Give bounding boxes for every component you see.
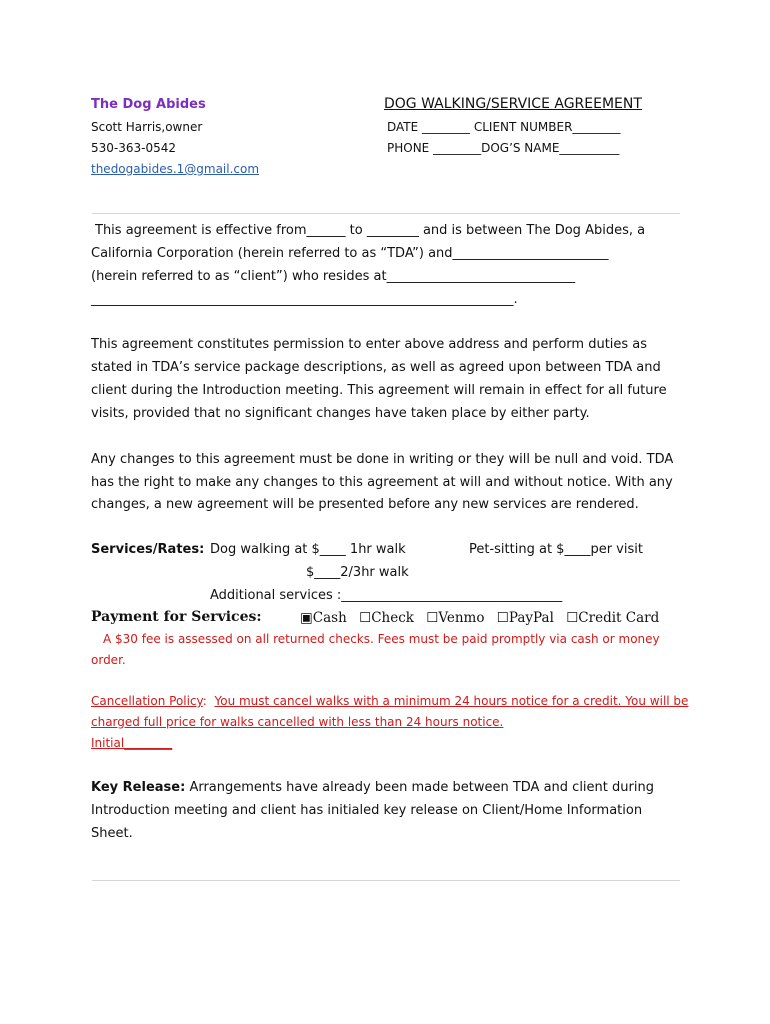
bottom-divider: [92, 880, 680, 881]
cancellation-policy-text-2: charged full price for walks cancelled with less than 24 hours notice.: [91, 715, 504, 729]
top-divider: [92, 213, 680, 214]
payment-option-venmo[interactable]: ☐Venmo: [426, 610, 485, 626]
payment-label: Payment for Services:: [91, 609, 262, 625]
key-release-label: Key Release:: [91, 780, 186, 795]
changes-line-3: changes, a new agreement will be presented before any new services are rendered.: [91, 497, 639, 512]
key-release-line-2: Introduction meeting and client has initialed key release on Client/Home Information: [91, 803, 643, 818]
intro-line-1: This agreement is effective from______ to ________ and is between The Dog Abides, a: [95, 223, 646, 238]
returned-check-fee-line-1: A $30 fee is assessed on all returned checks. Fees must be paid promptly via cash or money: [103, 632, 660, 646]
payment-option-check[interactable]: ☐Check: [359, 610, 414, 626]
pet-sitting-rate: Pet-sitting at $____per visit: [469, 542, 643, 557]
intro-line-4: _________________________________________________________________.: [91, 292, 518, 307]
email-link[interactable]: thedogabides.1@gmail.com: [91, 162, 260, 176]
permission-line-4: visits, provided that no significant changes have taken place by either party.: [91, 406, 590, 421]
payment-option-credit-card[interactable]: ☐Credit Card: [566, 610, 660, 626]
checkbox-icon[interactable]: ☐: [496, 610, 509, 626]
key-release-line-1: Key Release: Arrangements have already been made between TDA and client during: [91, 780, 654, 795]
permission-line-3: client during the Introduction meeting. This agreement will remain in effect for all future: [91, 383, 667, 398]
checkbox-icon[interactable]: ☐: [566, 610, 579, 626]
intro-line-2: California Corporation (herein referred to as “TDA”) and________________________: [91, 246, 609, 261]
changes-line-1: Any changes to this agreement must be done in writing or they will be null and void. TDA: [91, 452, 674, 467]
intro-line-3: (herein referred to as “client”) who resides at_____________________________: [91, 269, 576, 284]
additional-services-line: Additional services :__________________________________: [210, 588, 563, 603]
dog-walking-1hr-rate: Dog walking at $____ 1hr walk: [210, 542, 406, 557]
phone-dog-name-line: PHONE ________DOG’S NAME__________: [387, 141, 620, 155]
company-phone: 530-363-0542: [91, 141, 177, 155]
key-release-line-3: Sheet.: [91, 826, 133, 841]
checkbox-icon[interactable]: ☐: [359, 610, 372, 626]
company-name: The Dog Abides: [91, 97, 206, 112]
permission-line-2: stated in TDA’s service package descriptions, as well as agreed upon between TDA and: [91, 360, 661, 375]
cancellation-initial: Initial________: [91, 736, 173, 750]
dog-walking-23hr-rate: $____2/3hr walk: [306, 565, 409, 580]
changes-line-2: has the right to make any changes to this agreement at will and without notice. With any: [91, 475, 673, 490]
returned-check-fee-line-2: order.: [91, 653, 126, 667]
payment-options: [300, 610, 659, 626]
cancellation-policy: Cancellation Policy: You must cancel walks with a minimum 24 hours notice for a credit. You will be: [91, 694, 689, 708]
cancellation-policy-label: Cancellation Policy: [91, 694, 203, 708]
checkbox-checked-icon[interactable]: ▣: [300, 610, 313, 626]
services-rates-label: Services/Rates:: [91, 542, 205, 557]
checkbox-icon[interactable]: ☐: [426, 610, 439, 626]
permission-line-1: This agreement constitutes permission to enter above address and perform duties as: [91, 337, 648, 352]
owner-name: Scott Harris,owner: [91, 120, 203, 134]
payment-option-paypal[interactable]: ☐PayPal: [496, 610, 554, 626]
cancellation-policy-text-1: You must cancel walks with a minimum 24 hours notice for a credit. You will be: [214, 694, 689, 708]
document-title: DOG WALKING/SERVICE AGREEMENT: [384, 96, 642, 112]
date-client-number-line: DATE ________ CLIENT NUMBER________: [387, 120, 621, 134]
payment-option-cash[interactable]: ▣Cash: [300, 610, 347, 626]
